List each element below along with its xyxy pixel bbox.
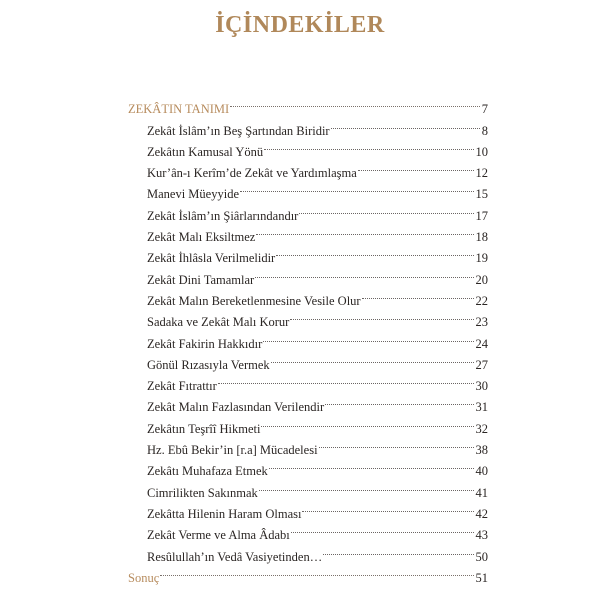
toc-entry-page: 8	[481, 123, 488, 138]
toc-entry-page: 32	[475, 421, 488, 436]
toc-entry-page: 22	[475, 293, 488, 308]
toc-entry-page: 27	[475, 357, 488, 372]
toc-entry-page: 38	[475, 443, 488, 458]
toc-entry-page: 15	[475, 187, 488, 202]
dot-leader	[160, 561, 474, 582]
toc-entry-label: Cimrilikten Sakınmak	[147, 485, 258, 500]
toc-entry-label: Manevi Müeyyide	[147, 187, 239, 202]
toc-entry-label: Zekât İslâm’ın Şiârlarındandır	[147, 208, 299, 223]
toc-entry-label: Zekât Malın Bereketlenmesine Vesile Olur	[147, 293, 361, 308]
dot-leader	[256, 220, 474, 241]
dot-leader	[362, 284, 475, 305]
dot-leader	[264, 135, 474, 156]
dot-leader	[271, 348, 475, 369]
toc-entry-page: 50	[475, 549, 488, 564]
toc-entry-label: Zekâtta Hilenin Haram Olması	[147, 506, 302, 521]
dot-leader	[291, 518, 475, 539]
toc-entry-page: 12	[475, 166, 488, 181]
toc-entry-page: 23	[475, 315, 488, 330]
dot-leader	[331, 113, 481, 134]
toc-entry-label: Sadaka ve Zekât Malı Korur	[147, 315, 290, 330]
dot-leader	[263, 326, 474, 347]
toc-entry-page: 30	[475, 379, 488, 394]
toc-entry-label: Hz. Ebû Bekir’in [r.a] Mücadelesi	[147, 443, 318, 458]
toc-entry-page: 17	[475, 208, 488, 223]
toc-entry-page: 40	[475, 464, 488, 479]
toc-entry-page: 18	[475, 230, 488, 245]
toc-entry-label: Zekât İslâm’ın Beş Şartından Biridir	[147, 123, 330, 138]
dot-leader	[259, 475, 475, 496]
toc-entry-label: Resûlullah’ın Vedâ Vasiyetinden…	[147, 549, 323, 564]
dot-leader	[299, 198, 474, 219]
toc-entry-label: Zekât Fıtrattır	[147, 379, 217, 394]
dot-leader	[269, 454, 475, 475]
toc-entry-label: Zekâtın Kamusal Yönü	[147, 144, 264, 159]
toc-entry-label: Zekât Malı Eksiltmez	[147, 230, 256, 245]
dot-leader	[325, 390, 474, 411]
toc-entry-label: ZEKÂTIN TANIMI	[128, 102, 230, 117]
toc-entry-zekatin-tanimi[interactable]	[128, 92, 488, 117]
toc-entry-label: Gönül Rızasıyla Vermek	[147, 357, 270, 372]
toc-entry-page: 42	[475, 506, 488, 521]
toc-entry-label: Zekâtı Muhafaza Etmek	[147, 464, 268, 479]
toc-entry-label: Sonuç	[128, 570, 160, 585]
toc-entry-sonuc[interactable]	[128, 561, 488, 585]
toc-entry-page: 24	[475, 336, 488, 351]
toc-entry-page: 43	[475, 528, 488, 543]
toc-entry-label: Zekât İhlâsla Verilmelidir	[147, 251, 276, 266]
toc-entry-page: 51	[475, 570, 488, 585]
page-title: İÇİNDEKİLER	[215, 12, 385, 38]
toc-entry-page: 20	[475, 272, 488, 287]
toc-entry-page: 7	[481, 102, 488, 117]
toc-entry-label: Zekât Dini Tamamlar	[147, 272, 255, 287]
dot-leader	[230, 92, 481, 113]
toc-entry-page: 19	[475, 251, 488, 266]
dot-leader	[276, 241, 474, 262]
toc-entry-label: Zekât Malın Fazlasından Verilendir	[147, 400, 325, 415]
table-of-contents	[128, 92, 488, 585]
toc-entry-page: 10	[475, 144, 488, 159]
dot-leader	[319, 433, 475, 454]
dot-leader	[218, 369, 475, 390]
toc-entry-label: Zekâtın Teşrîî Hikmeti	[147, 421, 261, 436]
toc-entry-page: 41	[475, 485, 488, 500]
dot-leader	[358, 156, 475, 177]
dot-leader	[302, 497, 474, 518]
dot-leader	[261, 411, 474, 432]
toc-entry-label: Zekât Fakirin Hakkıdır	[147, 336, 263, 351]
dot-leader	[290, 305, 474, 326]
toc-entry-label: Zekât Verme ve Alma Âdabı	[147, 528, 290, 543]
dot-leader	[323, 539, 474, 560]
toc-entry-page: 31	[475, 400, 488, 415]
dot-leader	[240, 177, 475, 198]
toc-entry-label: Kur’ân-ı Kerîm’de Zekât ve Yardımlaşma	[147, 166, 357, 181]
dot-leader	[255, 262, 474, 283]
